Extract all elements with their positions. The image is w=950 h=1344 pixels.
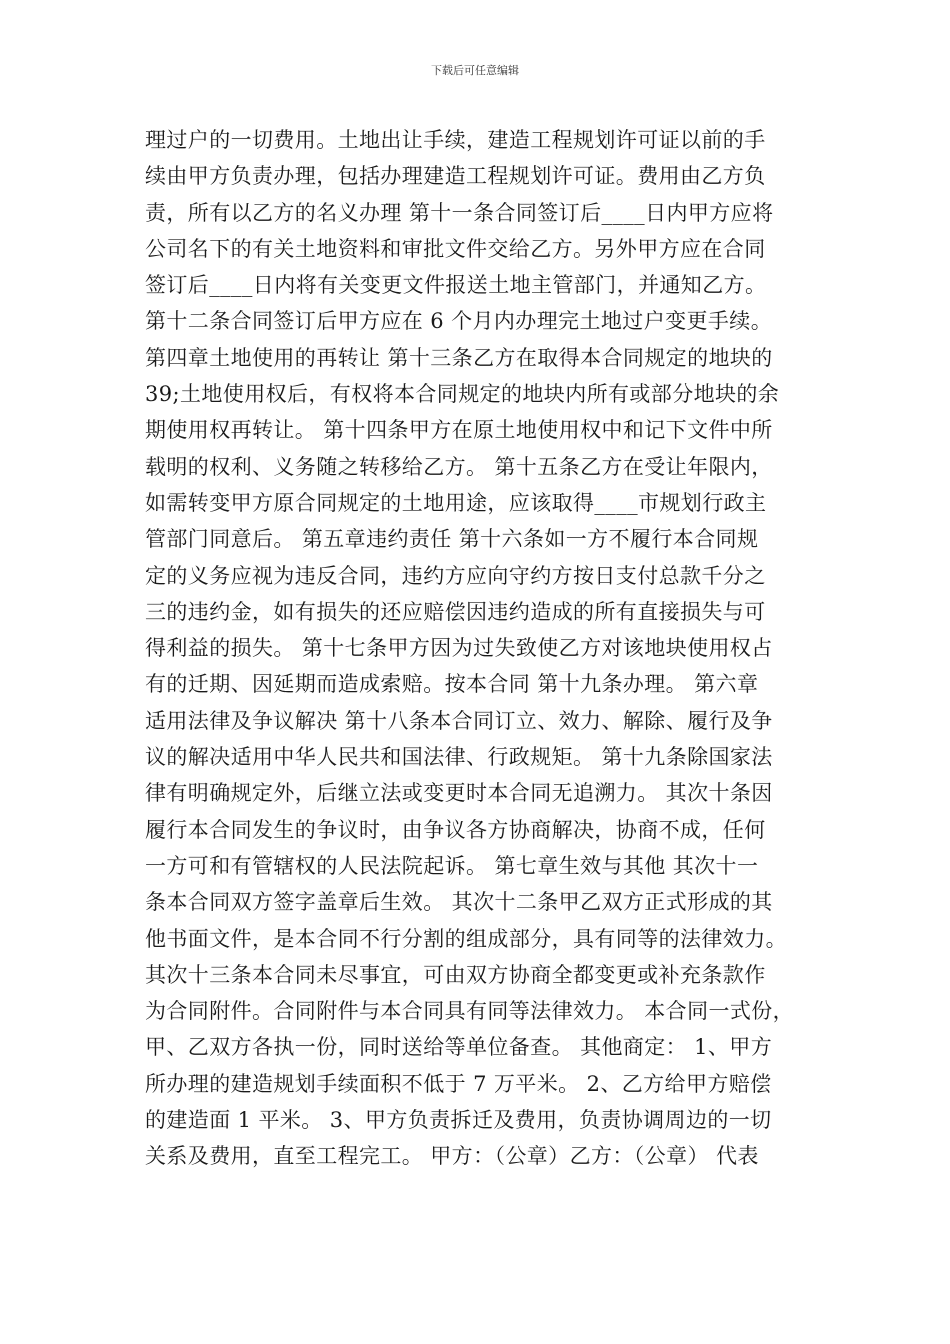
body-line: 甲、乙双方各执一份，同时送给等单位备查。 其他商定： 1、甲方 (145, 1035, 773, 1060)
body-line: 期使用权再转让。 第十四条甲方在原土地使用权中和记下文件中所 (145, 418, 773, 443)
body-line: 定的义务应视为违反合同，违约方应向守约方按日支付总款千分之 (145, 563, 766, 588)
body-line: 如需转变甲方原合同规定的土地用途，应该取得____市规划行政主 (145, 490, 767, 515)
body-line: 律有明确规定外，后继立法或变更时本合同无追溯力。 其次十条因 (145, 781, 773, 806)
body-line: 条本合同双方签字盖章后生效。 其次十二条甲乙双方正式形成的其 (145, 890, 773, 915)
body-line: 有的迁期、因延期而造成索赔。按本合同 第十九条办理。 第六章 (145, 672, 759, 697)
page-header: 下载后可任意编辑 (431, 64, 519, 77)
body-line: 的建造面 1 平米。 3、甲方负责拆迁及费用，负责协调周边的一切 (145, 1108, 772, 1133)
body-line: 载明的权利、义务随之转移给乙方。 第十五条乙方在受让年限内， (145, 454, 773, 479)
body-line: 第四章土地使用的再转让 第十三条乙方在取得本合同规定的地块的 (145, 345, 773, 370)
body-line: 三的违约金，如有损失的还应赔偿因违约造成的所有直接损失与可 (145, 599, 766, 624)
body-line: 责，所有以乙方的名义办理 第十一条合同签订后____日内甲方应将 (145, 200, 774, 225)
body-line: 为合同附件。合同附件与本合同具有同等法律效力。 本合同一式份， (145, 999, 795, 1024)
body-line: 续由甲方负责办理，包括办理建造工程规划许可证。费用由乙方负 (145, 164, 766, 189)
body-line: 适用法律及争议解决 第十八条本合同订立、效力、解除、履行及争 (145, 708, 773, 733)
body-line: 议的解决适用中华人民共和国法律、行政规矩。 第十九条除国家法 (145, 745, 773, 770)
body-line: 一方可和有管辖权的人民法院起诉。 第七章生效与其他 其次十一 (145, 853, 759, 878)
body-line: 第十二条合同签订后甲方应在 6 个月内办理完土地过户变更手续。 (145, 309, 773, 334)
body-line: 履行本合同发生的争议时，由争议各方协商解决，协商不成，任何 (145, 817, 766, 842)
body-line: 关系及费用，直至工程完工。 甲方：（公章）乙方：（公章） 代表 (145, 1144, 759, 1169)
body-line: 其次十三条本合同未尽事宜，可由双方协商全都变更或补充条款作 (145, 962, 766, 987)
body-line: 他书面文件，是本合同不行分割的组成部分，具有同等的法律效力。 (145, 926, 787, 951)
body-line: 理过户的一切费用。土地出让手续，建造工程规划许可证以前的手 (145, 128, 766, 152)
body-line: 公司名下的有关土地资料和审批文件交给乙方。另外甲方应在合同 (145, 236, 766, 261)
contract-body (145, 122, 815, 1175)
body-line: 所办理的建造规划手续面积不低于 7 万平米。 2、乙方给甲方赔偿 (145, 1071, 772, 1096)
body-line: 管部门同意后。 第五章违约责任 第十六条如一方不履行本合同规 (145, 527, 759, 552)
body-line: 39;土地使用权后，有权将本合同规定的地块内所有或部分地块的余 (145, 382, 780, 407)
body-line: 签订后____日内将有关变更文件报送土地主管部门，并通知乙方。 (145, 273, 767, 298)
body-line: 得利益的损失。 第十七条甲方因为过失致使乙方对该地块使用权占 (145, 636, 773, 661)
